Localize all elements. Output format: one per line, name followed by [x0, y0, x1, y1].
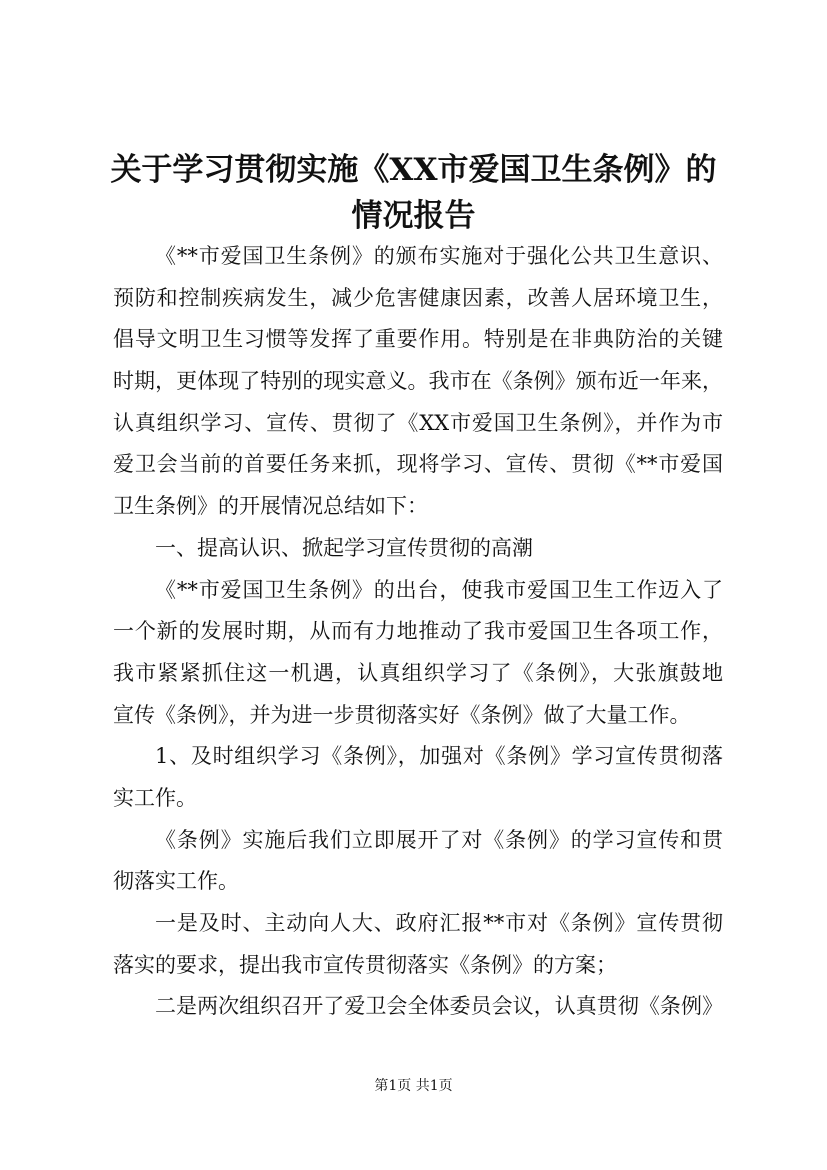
paragraph	[113, 528, 723, 570]
paragraph-line: 爱卫会当前的首要任务来抓，现将学习、宣传、贯彻《**市爱国	[113, 452, 723, 477]
paragraph-line: 认真组织学习、宣传、贯彻了《XX市爱国卫生条例》，并作为市	[113, 410, 723, 435]
paragraph-line: 落实的要求，提出我市宣传贯彻落实《条例》的方案；	[113, 952, 617, 977]
paragraph-line: 预防和控制疾病发生，减少危害健康因素，改善人居环境卫生，	[113, 285, 723, 310]
paragraph-line: 1、及时组织学习《条例》，加强对《条例》学习宣传贯彻落	[155, 744, 723, 769]
paragraph	[113, 820, 723, 903]
document-title	[100, 147, 727, 239]
paragraph-line: 卫生条例》的开展情况总结如下：	[113, 494, 428, 519]
paragraph-line: 《**市爱国卫生条例》的出台，使我市爱国卫生工作迈入了	[155, 577, 723, 602]
paragraph-line: 《条例》实施后我们立即展开了对《条例》的学习宣传和贯	[155, 827, 723, 852]
paragraph-line: 实工作。	[113, 785, 197, 810]
paragraph-line: 一是及时、主动向人大、政府汇报**市对《条例》宣传贯彻	[155, 911, 723, 935]
paragraph	[113, 736, 723, 819]
paragraph-line: 我市紧紧抓住这一机遇，认真组织学习了《条例》，大张旗鼓地	[113, 660, 723, 685]
page-footer: 第1页 共1页	[374, 1078, 453, 1094]
paragraph-line: 倡导文明卫生习惯等发挥了重要作用。特别是在非典防治的关键	[113, 327, 723, 352]
paragraph-line: 彻落实工作。	[113, 869, 239, 894]
paragraph-line: 一、提高认识、掀起学习宣传贯彻的高潮	[155, 535, 533, 560]
title-line-2: 情况报告	[351, 198, 476, 234]
paragraph-line: 《**市爱国卫生条例》的颁布实施对于强化公共卫生意识、	[155, 244, 723, 268]
paragraph	[113, 986, 723, 1028]
paragraph-line: 宣传《条例》，并为进一步贯彻落实好《条例》做了大量工作。	[113, 702, 691, 727]
paragraph-line: 时期，更体现了特别的现实意义。我市在《条例》颁布近一年来，	[113, 369, 723, 394]
paragraph	[113, 236, 723, 528]
title-line-1: 关于学习贯彻实施《XX市爱国卫生条例》的	[110, 152, 717, 188]
paragraph-line: 二是两次组织召开了爱卫会全体委员会议，认真贯彻《条例》	[155, 994, 723, 1019]
paragraph	[113, 570, 723, 737]
paragraph-line: 一个新的发展时期，从而有力地推动了我市爱国卫生各项工作，	[113, 619, 723, 644]
paragraph	[113, 903, 723, 986]
document-body	[113, 236, 723, 1028]
